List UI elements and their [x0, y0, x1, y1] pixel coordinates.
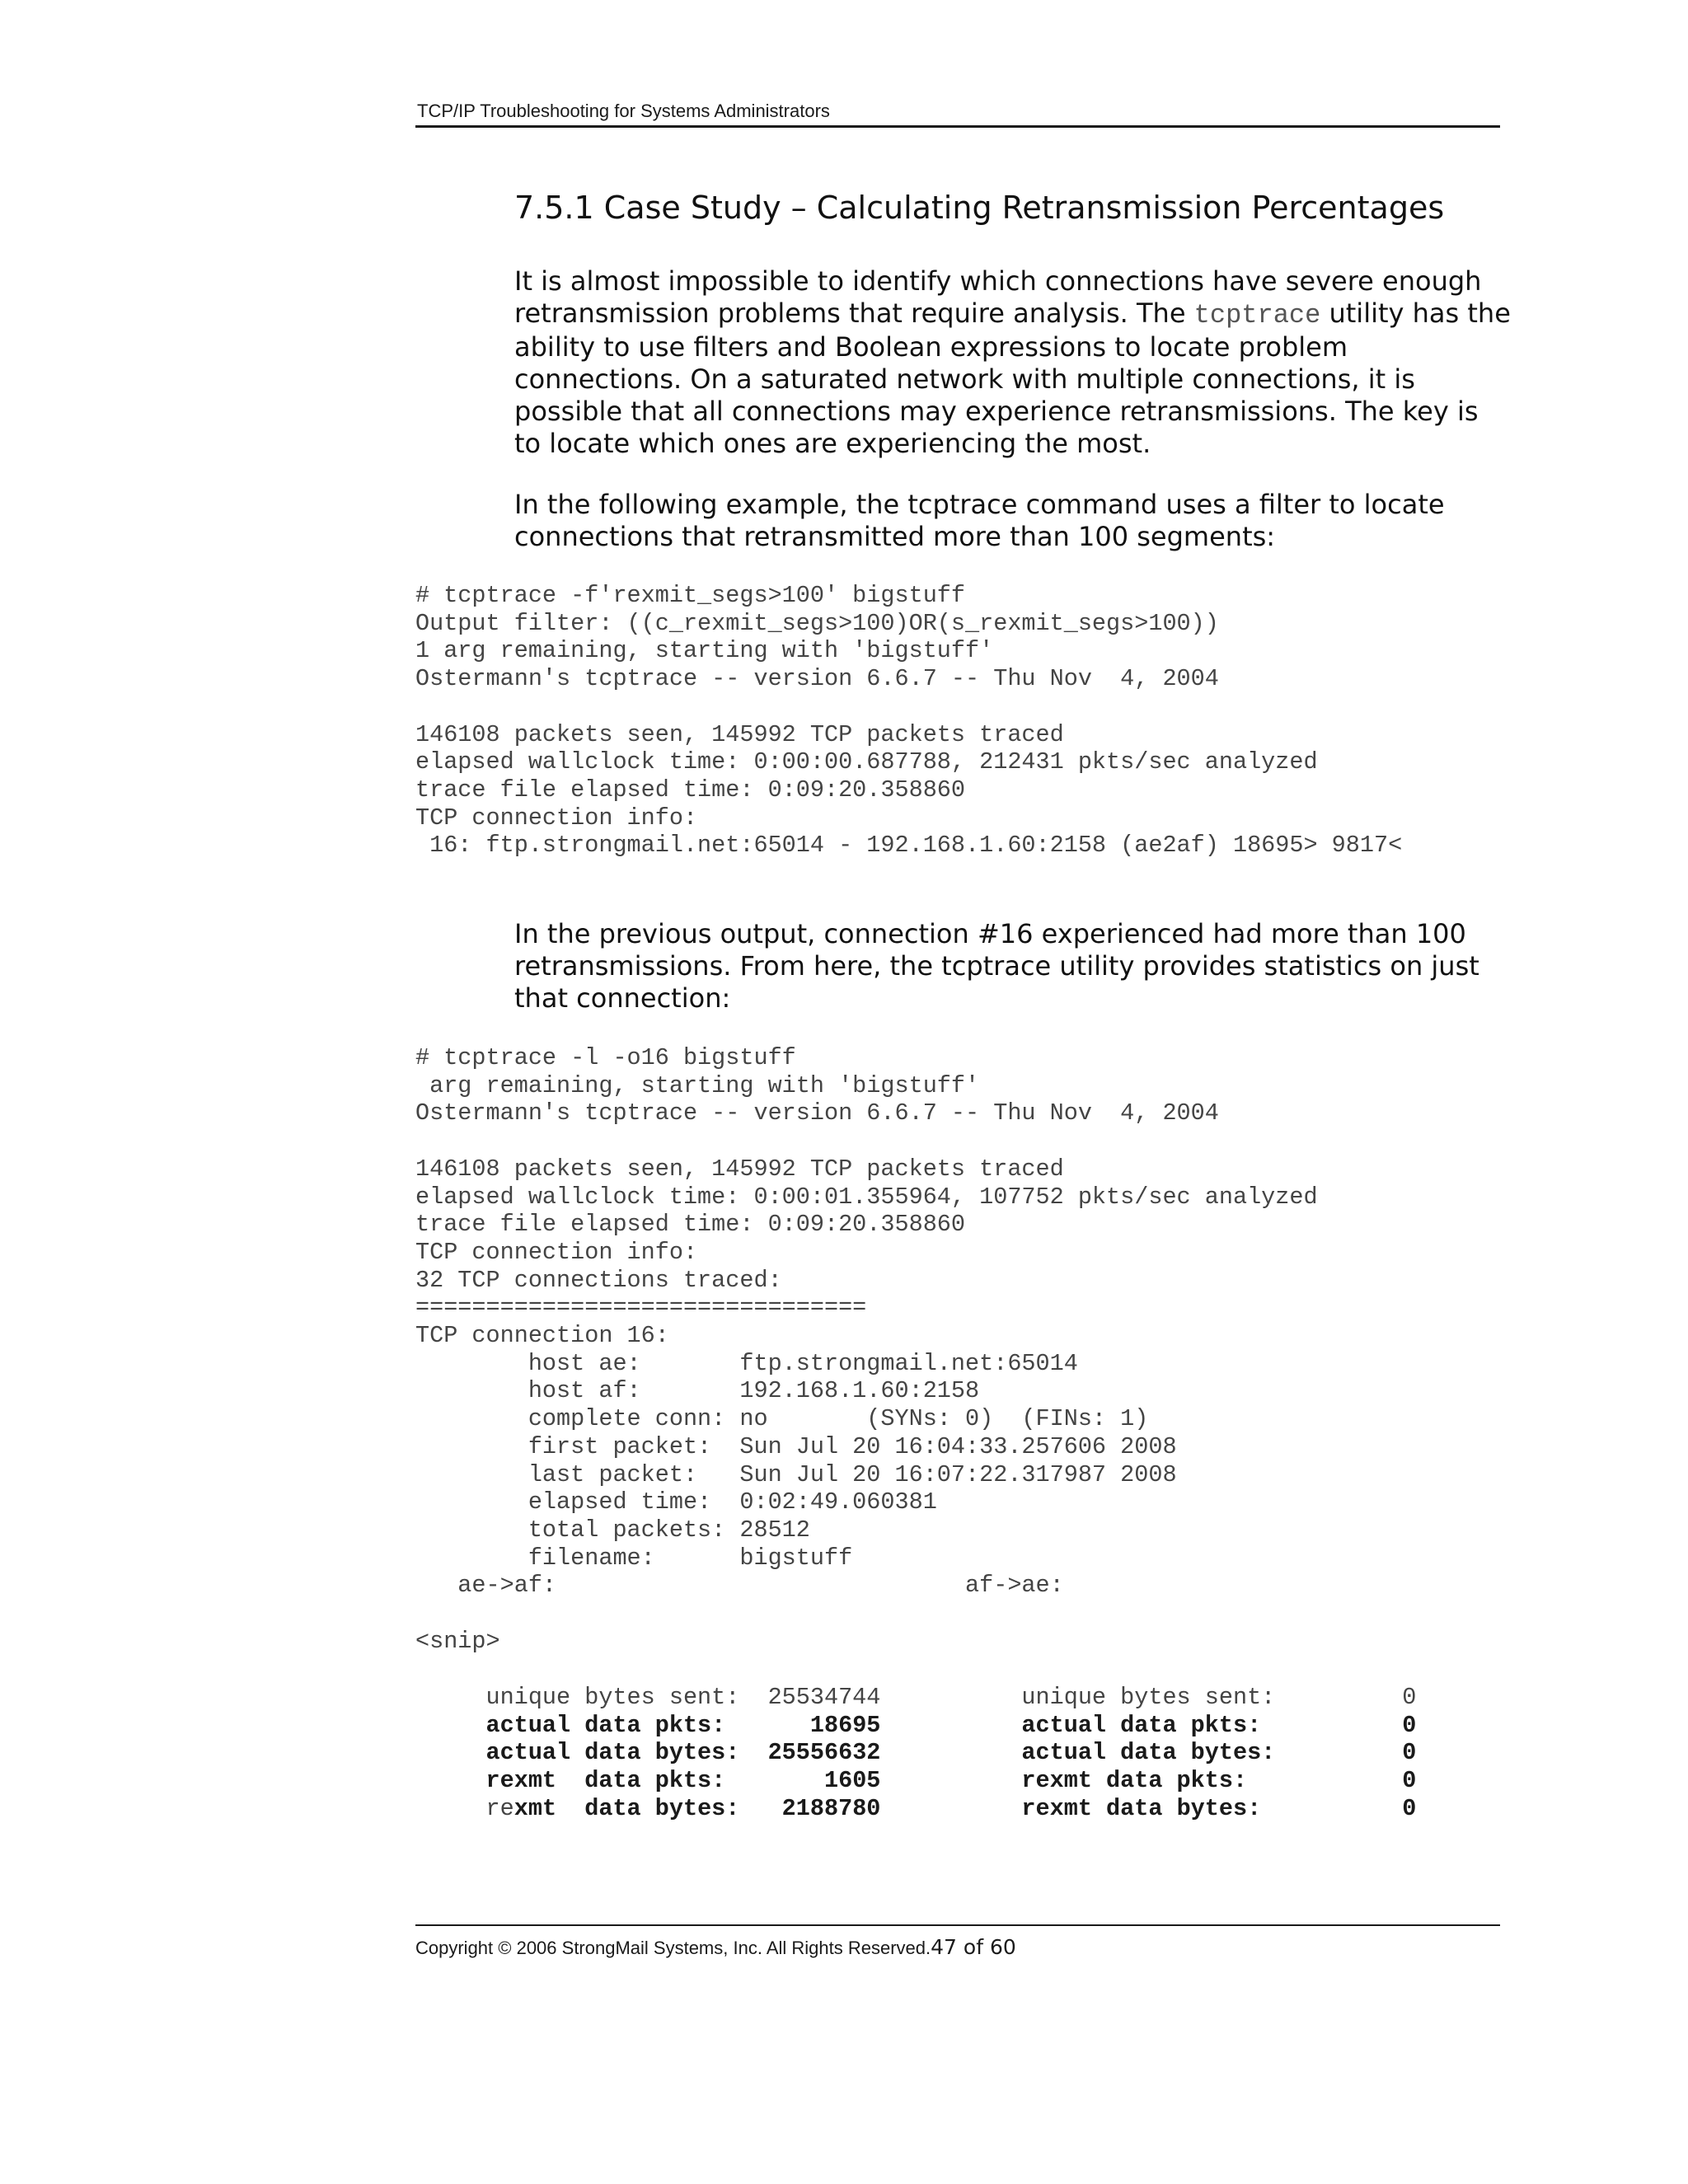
paragraph-intro	[514, 265, 1512, 460]
code2-line: ae->af: af->ae:	[415, 1572, 1064, 1600]
code1-line: TCP connection info:	[415, 804, 698, 832]
code1-line: elapsed wallclock time: 0:00:00.687788, 212431 pkts/sec analyzed	[415, 748, 1318, 776]
code2-line: 146108 packets seen, 145992 TCP packets traced	[415, 1155, 1064, 1183]
code2-line: TCP connection 16:	[415, 1322, 669, 1350]
code2-line: host af: 192.168.1.60:2158	[415, 1377, 980, 1405]
code1-line: Output filter: ((c_rexmit_segs>100)OR(s_rexmit_segs>100))	[415, 609, 1219, 637]
footer-divider	[415, 1924, 1500, 1926]
paragraph-intro-part2: utility has the ability to use filters and Boolean expressions to locate problem connections. On a saturated network with multiple connections, it is possible that all connections may experience retransmissions. The key is to locate which ones are experiencing the most.	[514, 298, 1511, 459]
code2-line: complete conn: no (SYNs: 0) (FINs: 1)	[415, 1405, 1149, 1433]
code2-line: Ostermann's tcptrace -- version 6.6.7 -- Thu Nov 4, 2004	[415, 1099, 1219, 1127]
code1-line: 16: ftp.strongmail.net:65014 - 192.168.1.60:2158 (ae2af) 18695> 9817<	[415, 832, 1403, 860]
code2-line: elapsed wallclock time: 0:00:01.355964, 107752 pkts/sec analyzed	[415, 1183, 1318, 1211]
stats-row: rexmt data bytes: 2188780 rexmt data bytes: 0	[415, 1794, 1417, 1822]
stats-row: unique bytes sent: 25534744 unique bytes sent: 0	[415, 1684, 1417, 1711]
code-block-connection-stats	[415, 1044, 1318, 1683]
section-heading: 7.5.1 Case Study – Calculating Retransmission Percentages	[514, 190, 1445, 226]
code2-line: ================================	[415, 1294, 867, 1322]
page-footer	[415, 1935, 1016, 1959]
stats-row: actual data bytes: 25556632 actual data bytes: 0	[485, 1739, 1417, 1767]
code2-line: elapsed time: 0:02:49.060381	[415, 1488, 937, 1516]
code2-line: 32 TCP connections traced:	[415, 1266, 782, 1294]
code2-line: filename: bigstuff	[415, 1544, 853, 1572]
code2-line: TCP connection info:	[415, 1238, 698, 1266]
stats-row: actual data pkts: 18695 actual data pkts: 0	[485, 1711, 1417, 1739]
code1-line: 146108 packets seen, 145992 TCP packets traced	[415, 720, 1064, 748]
code-block-filter-output	[415, 582, 1402, 860]
stats-row: rexmt data pkts: 1605 rexmt data pkts: 0	[485, 1767, 1417, 1795]
paragraph-example: In the following example, the tcptrace command uses a filter to locate connections that retransmitted more than 100 segments:	[514, 489, 1445, 552]
code2-line: first packet: Sun Jul 20 16:04:33.257606 2008	[415, 1432, 1177, 1460]
code2-line: arg remaining, starting with 'bigstuff'	[415, 1071, 980, 1099]
footer-page-number: 47 of 60	[931, 1935, 1016, 1959]
code2-line: # tcptrace -l -o16 bigstuff	[415, 1044, 796, 1071]
code2-line: trace file elapsed time: 0:09:20.358860	[415, 1211, 966, 1239]
header-title: TCP/IP Troubleshooting for Systems Administrators	[417, 101, 830, 121]
code1-line: 1 arg remaining, starting with 'bigstuff'	[415, 637, 994, 665]
paragraph-previous-output: In the previous output, connection #16 experienced had more than 100 retransmissions. From here, the tcptrace utility provides statistics on just that connection:	[514, 918, 1479, 1014]
code1-line: Ostermann's tcptrace -- version 6.6.7 -- Thu Nov 4, 2004	[415, 665, 1219, 693]
code2-line: last packet: Sun Jul 20 16:07:22.317987 2008	[415, 1460, 1177, 1488]
paragraph-intro-part1: It is almost impossible to identify which connections have severe enough retransmission problems that require analysis. The	[514, 265, 1482, 329]
code1-line: trace file elapsed time: 0:09:20.358860	[415, 776, 966, 804]
code-block-byte-stats	[415, 1684, 1416, 1823]
code2-line: total packets: 28512	[415, 1516, 810, 1544]
code2-line: <snip>	[415, 1627, 500, 1655]
footer-copyright: Copyright © 2006 StrongMail Systems, Inc. All Rights Reserved.	[415, 1938, 931, 1958]
inline-code-tcptrace: tcptrace	[1193, 300, 1321, 330]
code1-line: # tcptrace -f'rexmit_segs>100' bigstuff	[415, 582, 966, 609]
code2-line: host ae: ftp.strongmail.net:65014	[415, 1349, 1078, 1377]
page-header	[415, 92, 1500, 128]
